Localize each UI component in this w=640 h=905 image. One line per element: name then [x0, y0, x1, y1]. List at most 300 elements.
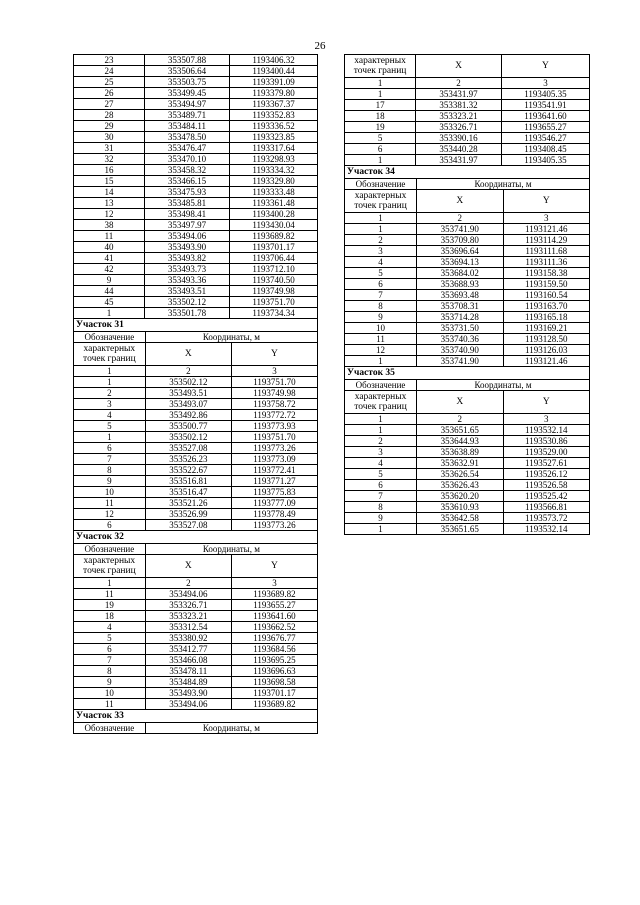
table-row — [74, 454, 318, 465]
x-value: 353626.43 — [417, 480, 503, 491]
x-value: 353493.90 — [144, 242, 229, 253]
x-value: 353684.02 — [417, 268, 503, 279]
table-row — [74, 677, 318, 688]
table-row — [74, 242, 318, 253]
point-number: 7 — [345, 290, 417, 301]
point-number: 25 — [74, 77, 145, 88]
x-value: 353380.92 — [145, 633, 231, 644]
x-value: 353651.65 — [417, 425, 503, 436]
y-value: 1193159.50 — [503, 279, 589, 290]
point-number: 18 — [74, 611, 146, 622]
table-row — [345, 144, 590, 155]
table-row — [345, 246, 590, 257]
x-value: 353381.32 — [416, 100, 502, 111]
y-value: 1193530.86 — [503, 436, 589, 447]
table-row — [74, 88, 318, 99]
x-value: 353522.67 — [145, 465, 231, 476]
point-number: 1 — [345, 524, 417, 535]
x-value: 353484.89 — [145, 677, 231, 688]
plot-35-header-numbers — [345, 414, 590, 425]
y-value: 1193379.80 — [230, 88, 318, 99]
y-value: 1193165.18 — [503, 312, 589, 323]
y-value: 1193751.70 — [231, 377, 317, 388]
x-value: 353507.88 — [144, 55, 229, 66]
column-number-2: 2 — [145, 578, 231, 589]
x-header: X — [145, 555, 231, 578]
table-row — [345, 502, 590, 513]
y-value: 1193641.60 — [501, 111, 589, 122]
y-value: 1193400.44 — [230, 66, 318, 77]
y-value: 1193772.41 — [231, 465, 317, 476]
point-number: 12 — [74, 209, 145, 220]
point-number: 15 — [74, 176, 145, 187]
y-value: 1193778.49 — [231, 509, 317, 520]
table-row — [74, 176, 318, 187]
x-value: 353626.54 — [417, 469, 503, 480]
table-row — [345, 133, 590, 144]
y-value: 1193121.46 — [503, 356, 589, 367]
y-value: 1193526.58 — [503, 480, 589, 491]
point-number: 2 — [74, 388, 146, 399]
point-number: 12 — [74, 509, 146, 520]
column-number-1: 1 — [345, 414, 417, 425]
point-number: 4 — [345, 257, 417, 268]
table-row — [74, 699, 318, 710]
point-number: 11 — [345, 334, 417, 345]
point-number: 9 — [345, 312, 417, 323]
y-value: 1193158.38 — [503, 268, 589, 279]
table-row — [345, 480, 590, 491]
table-row — [74, 666, 318, 677]
point-number: 6 — [74, 644, 146, 655]
table-row — [74, 633, 318, 644]
x-value: 353714.28 — [417, 312, 503, 323]
y-value: 1193701.17 — [231, 688, 317, 699]
x-value: 353494.06 — [145, 589, 231, 600]
y-value: 1193546.27 — [501, 133, 589, 144]
point-number: 5 — [345, 133, 416, 144]
designation-header: Обозначение — [74, 544, 146, 555]
plot-33-title: Участок 33 — [73, 710, 318, 722]
x-value: 353466.15 — [144, 176, 229, 187]
coordinates-header: Координаты, м — [417, 380, 590, 391]
designation-subheader: характерных точек границ — [74, 343, 146, 366]
table-row — [74, 476, 318, 487]
table-row — [74, 286, 318, 297]
point-number: 30 — [74, 132, 145, 143]
point-number: 4 — [345, 458, 417, 469]
y-value: 1193391.09 — [230, 77, 318, 88]
plot-32-header-numbers — [74, 578, 318, 589]
x-value: 353493.36 — [144, 275, 229, 286]
y-value: 1193405.35 — [501, 89, 589, 100]
table-row — [74, 399, 318, 410]
designation-subheader: характерных точек границ — [74, 555, 146, 578]
designation-header: Обозначение — [74, 723, 146, 734]
plot-34-table — [344, 178, 590, 367]
column-number-3: 3 — [231, 578, 317, 589]
x-value: 353741.90 — [417, 356, 503, 367]
y-value: 1193111.68 — [503, 246, 589, 257]
continuation-table — [73, 54, 318, 319]
x-value: 353440.28 — [416, 144, 502, 155]
column-number-1: 1 — [345, 78, 416, 89]
point-number: 8 — [74, 666, 146, 677]
x-value: 353478.11 — [145, 666, 231, 677]
point-number: 9 — [74, 476, 146, 487]
x-value: 353642.58 — [417, 513, 503, 524]
x-value: 353497.97 — [144, 220, 229, 231]
table-row — [74, 220, 318, 231]
table-row — [345, 524, 590, 535]
y-value: 1193114.29 — [503, 235, 589, 246]
y-value: 1193734.34 — [230, 308, 318, 319]
x-value: 353431.97 — [416, 155, 502, 166]
point-number: 11 — [74, 231, 145, 242]
y-value: 1193566.81 — [503, 502, 589, 513]
point-number: 1 — [74, 432, 146, 443]
plot-32-header-top — [74, 544, 318, 555]
column-number-3: 3 — [501, 78, 589, 89]
y-value: 1193773.09 — [231, 454, 317, 465]
x-value: 353527.08 — [145, 443, 231, 454]
x-value: 353527.08 — [145, 520, 231, 531]
plot-35-rows — [345, 425, 590, 535]
y-value: 1193334.32 — [230, 165, 318, 176]
table-row — [74, 231, 318, 242]
y-value: 1193698.58 — [231, 677, 317, 688]
x-value: 353740.36 — [417, 334, 503, 345]
table-row — [74, 253, 318, 264]
y-value: 1193336.52 — [230, 121, 318, 132]
y-value: 1193529.00 — [503, 447, 589, 458]
x-value: 353390.16 — [416, 133, 502, 144]
table-row — [345, 345, 590, 356]
y-value: 1193573.72 — [503, 513, 589, 524]
y-value: 1193352.83 — [230, 110, 318, 121]
table-row — [345, 122, 590, 133]
x-value: 353516.81 — [145, 476, 231, 487]
point-number: 5 — [74, 633, 146, 644]
plot-33-table-start — [73, 722, 318, 734]
table-row — [74, 421, 318, 432]
table-row — [345, 155, 590, 166]
y-value: 1193655.27 — [501, 122, 589, 133]
x-value: 353493.51 — [145, 388, 231, 399]
y-value: 1193532.14 — [503, 425, 589, 436]
y-value: 1193367.37 — [230, 99, 318, 110]
y-value: 1193430.04 — [230, 220, 318, 231]
point-number: 4 — [74, 622, 146, 633]
plot-31-header-top — [74, 332, 318, 343]
plot-33-table-continued — [344, 54, 590, 166]
point-number: 2 — [345, 436, 417, 447]
table-row — [74, 308, 318, 319]
plot-34-header-xy — [345, 190, 590, 213]
point-number: 8 — [74, 465, 146, 476]
y-value: 1193655.27 — [231, 600, 317, 611]
y-value: 1193740.50 — [230, 275, 318, 286]
right-column — [344, 54, 590, 535]
y-value: 1193163.70 — [503, 301, 589, 312]
table-row — [345, 301, 590, 312]
column-number-3: 3 — [503, 414, 589, 425]
table-row — [74, 644, 318, 655]
y-value: 1193689.82 — [231, 589, 317, 600]
y-value: 1193111.36 — [503, 257, 589, 268]
table-row — [74, 487, 318, 498]
point-number: 31 — [74, 143, 145, 154]
y-value: 1193696.63 — [231, 666, 317, 677]
point-number: 7 — [74, 454, 146, 465]
x-value: 353632.91 — [417, 458, 503, 469]
x-value: 353651.65 — [417, 524, 503, 535]
point-number: 18 — [345, 111, 416, 122]
x-value: 353489.71 — [144, 110, 229, 121]
plot-32-rows — [74, 589, 318, 710]
x-value: 353470.10 — [144, 154, 229, 165]
x-value: 353644.93 — [417, 436, 503, 447]
y-value: 1193361.48 — [230, 198, 318, 209]
column-number-2: 2 — [145, 366, 231, 377]
plot-31-table — [73, 331, 318, 531]
y-value: 1193772.72 — [231, 410, 317, 421]
table-row — [74, 121, 318, 132]
x-value: 353499.45 — [144, 88, 229, 99]
point-number: 9 — [74, 275, 145, 286]
y-value: 1193526.12 — [503, 469, 589, 480]
y-value: 1193751.70 — [231, 432, 317, 443]
table-row — [74, 589, 318, 600]
point-number: 24 — [74, 66, 145, 77]
x-value: 353709.80 — [417, 235, 503, 246]
x-value: 353431.97 — [416, 89, 502, 100]
x-value: 353501.78 — [144, 308, 229, 319]
x-value: 353476.47 — [144, 143, 229, 154]
plot-35-header-xy — [345, 391, 590, 414]
table-row — [345, 323, 590, 334]
x-value: 353326.71 — [416, 122, 502, 133]
point-number: 8 — [345, 502, 417, 513]
y-value: 1193333.48 — [230, 187, 318, 198]
y-value: 1193758.72 — [231, 399, 317, 410]
designation-header: Обозначение — [74, 332, 146, 343]
coordinates-header: Координаты, м — [145, 723, 317, 734]
x-value: 353620.20 — [417, 491, 503, 502]
y-value: 1193126.03 — [503, 345, 589, 356]
point-number: 9 — [345, 513, 417, 524]
table-row — [74, 611, 318, 622]
plot-34-header-top — [345, 179, 590, 190]
y-value: 1193695.25 — [231, 655, 317, 666]
designation-header: Обозначение — [345, 380, 417, 391]
x-value: 353475.93 — [144, 187, 229, 198]
point-number: 11 — [74, 589, 146, 600]
point-number: 16 — [74, 165, 145, 176]
table-row — [345, 279, 590, 290]
table-row — [74, 465, 318, 476]
x-value: 353638.89 — [417, 447, 503, 458]
y-header: Y — [503, 190, 589, 213]
x-value: 353312.54 — [145, 622, 231, 633]
table-row — [345, 458, 590, 469]
plot-34-header-numbers — [345, 213, 590, 224]
x-value: 353694.13 — [417, 257, 503, 268]
point-number: 42 — [74, 264, 145, 275]
x-value: 353493.82 — [144, 253, 229, 264]
plot-31-rows — [74, 377, 318, 531]
point-number: 5 — [74, 421, 146, 432]
table-row — [74, 275, 318, 286]
table-row — [74, 154, 318, 165]
table-row — [74, 655, 318, 666]
table-row — [74, 99, 318, 110]
table-row — [345, 312, 590, 323]
column-number-2: 2 — [417, 213, 503, 224]
x-value: 353693.48 — [417, 290, 503, 301]
x-value: 353503.75 — [144, 77, 229, 88]
table-row — [74, 77, 318, 88]
point-number: 17 — [345, 100, 416, 111]
point-number: 1 — [74, 377, 146, 388]
plot-31-header-xy — [74, 343, 318, 366]
table-row — [345, 224, 590, 235]
point-number: 3 — [74, 399, 146, 410]
x-value: 353478.50 — [144, 132, 229, 143]
column-number-1: 1 — [74, 366, 146, 377]
point-number: 7 — [345, 491, 417, 502]
table-row — [345, 469, 590, 480]
y-value: 1193408.45 — [501, 144, 589, 155]
y-value: 1193641.60 — [231, 611, 317, 622]
table-row — [74, 509, 318, 520]
y-value: 1193406.32 — [230, 55, 318, 66]
point-number: 1 — [345, 155, 416, 166]
y-value: 1193169.21 — [503, 323, 589, 334]
x-value: 353502.12 — [144, 297, 229, 308]
x-value: 353412.77 — [145, 644, 231, 655]
table-row — [74, 498, 318, 509]
coordinates-header: Координаты, м — [417, 179, 590, 190]
plot-32-title: Участок 32 — [73, 531, 318, 543]
point-number: 1 — [345, 356, 417, 367]
x-value: 353494.06 — [145, 699, 231, 710]
point-number: 23 — [74, 55, 145, 66]
column-number-3: 3 — [231, 366, 317, 377]
y-value: 1193128.50 — [503, 334, 589, 345]
table-row — [345, 447, 590, 458]
x-header: X — [145, 343, 231, 366]
x-value: 353326.71 — [145, 600, 231, 611]
y-value: 1193405.35 — [501, 155, 589, 166]
point-number: 7 — [74, 655, 146, 666]
designation-subheader: характерных точек границ — [345, 391, 417, 414]
point-number: 40 — [74, 242, 145, 253]
point-number: 3 — [345, 246, 417, 257]
table-row — [74, 432, 318, 443]
y-value: 1193662.52 — [231, 622, 317, 633]
x-value: 353526.99 — [145, 509, 231, 520]
column-number-1: 1 — [345, 213, 417, 224]
x-header: X — [416, 55, 502, 78]
table-row — [345, 235, 590, 246]
y-header: Y — [501, 55, 589, 78]
x-value: 353493.07 — [145, 399, 231, 410]
plot-33-rows — [345, 89, 590, 166]
x-value: 353502.12 — [145, 432, 231, 443]
x-value: 353696.64 — [417, 246, 503, 257]
point-number: 19 — [345, 122, 416, 133]
point-number: 2 — [345, 235, 417, 246]
y-header: Y — [231, 343, 317, 366]
x-value: 353506.64 — [144, 66, 229, 77]
designation-subheader: характерных точек границ — [345, 190, 417, 213]
y-value: 1193777.09 — [231, 498, 317, 509]
column-number-3: 3 — [503, 213, 589, 224]
y-value: 1193323.85 — [230, 132, 318, 143]
x-value: 353466.08 — [145, 655, 231, 666]
point-number: 41 — [74, 253, 145, 264]
point-number: 4 — [74, 410, 146, 421]
column-number-1: 1 — [74, 578, 146, 589]
point-number: 6 — [345, 144, 416, 155]
coordinates-header: Координаты, м — [145, 332, 317, 343]
point-number: 9 — [74, 677, 146, 688]
table-row — [74, 187, 318, 198]
y-value: 1193689.82 — [231, 699, 317, 710]
plot-33-header-top — [74, 723, 318, 734]
table-row — [74, 132, 318, 143]
x-value: 353526.23 — [145, 454, 231, 465]
table-row — [74, 198, 318, 209]
page-number: 26 — [314, 40, 326, 52]
x-value: 353610.93 — [417, 502, 503, 513]
table-row — [345, 89, 590, 100]
plot-35-table — [344, 379, 590, 535]
x-value: 353492.86 — [145, 410, 231, 421]
y-value: 1193706.44 — [230, 253, 318, 264]
table-row — [345, 513, 590, 524]
y-value: 1193751.70 — [230, 297, 318, 308]
y-header: Y — [503, 391, 589, 414]
x-value: 353498.41 — [144, 209, 229, 220]
y-value: 1193684.56 — [231, 644, 317, 655]
point-number: 29 — [74, 121, 145, 132]
table-row — [74, 297, 318, 308]
point-number: 45 — [74, 297, 145, 308]
table-row — [74, 110, 318, 121]
table-row — [74, 410, 318, 421]
x-value: 353502.12 — [145, 377, 231, 388]
x-value: 353740.90 — [417, 345, 503, 356]
y-value: 1193329.80 — [230, 176, 318, 187]
table-row — [74, 443, 318, 454]
plot-32-header-xy — [74, 555, 318, 578]
plot-33-header-xy — [345, 55, 590, 78]
point-number: 44 — [74, 286, 145, 297]
y-header: Y — [231, 555, 317, 578]
table-row — [74, 520, 318, 531]
table-row — [345, 491, 590, 502]
x-value: 353493.73 — [144, 264, 229, 275]
table-row — [345, 100, 590, 111]
y-value: 1193749.98 — [231, 388, 317, 399]
y-value: 1193773.26 — [231, 520, 317, 531]
x-value: 353500.77 — [145, 421, 231, 432]
table-row — [345, 268, 590, 279]
point-number: 32 — [74, 154, 145, 165]
point-number: 11 — [74, 699, 146, 710]
